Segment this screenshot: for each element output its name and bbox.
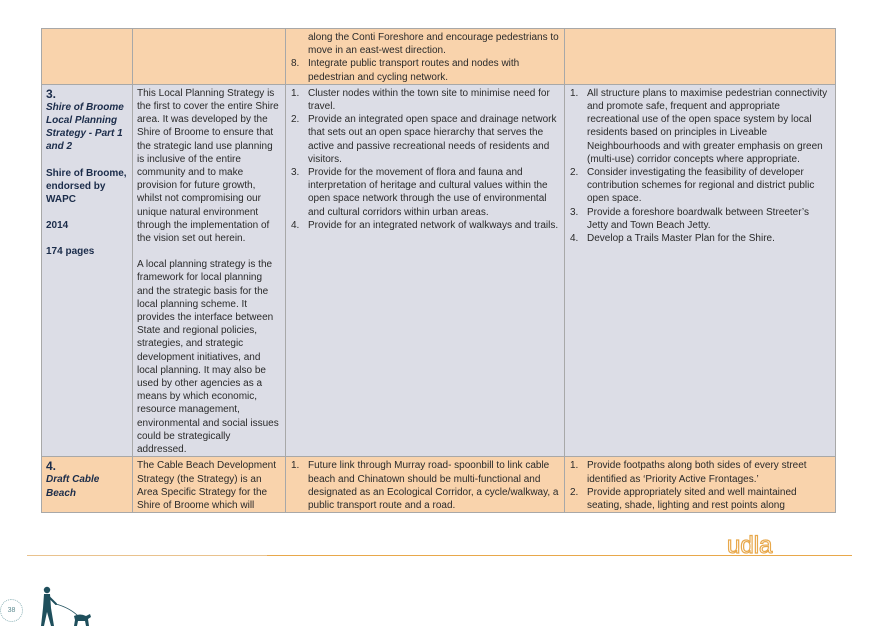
table-row	[42, 84, 836, 456]
list-item: 1. Cluster nodes within the town site to minimise need for travel.	[291, 87, 550, 113]
udla-logo	[727, 534, 787, 558]
actions-cell	[565, 84, 836, 456]
ref-cell	[42, 457, 133, 513]
description-paragraph: This Local Planning Strategy is the first to cover the entire Shire area. It was developed by the Shire of Broome to ensure that the strategic land use planning is inclusive of the entire community and to make provision for future growth, whilst not compromising our unique natural environment through the implementation of the vision set out herein.	[137, 87, 279, 245]
page-number: 38	[0, 599, 23, 622]
description-paragraph: The Cable Beach Development Strategy (the Strategy) is an Area Specific Strategy for the Shire of Broome which will	[137, 460, 276, 511]
list-item: 1. Provide footpaths along both sides of every street identified as ‘Priority Active Frontages.’	[570, 460, 807, 485]
list-item: 4. Provide for an integrated network of walkways and trails.	[291, 219, 559, 231]
objectives-cell	[286, 84, 565, 456]
ref-cell	[42, 84, 133, 456]
actions-cell	[565, 457, 836, 513]
list-item: 2. Consider investigating the feasibility of developer contribution schemes for regional and district public open space.	[570, 167, 815, 205]
list-item: 3. Provide a foreshore boardwalk between Streeter’s Jetty and Town Beach Jetty.	[570, 206, 809, 231]
ref-number: 3.	[46, 86, 57, 101]
table-row	[42, 457, 836, 513]
list-item: 8. Integrate public transport routes and nodes with pedestrian and cycling network.	[291, 58, 520, 83]
list-item: 1. Future link through Murray road- spoonbill to link cable beach and Chinatown should be multi-functional and designated as an Ecological Corridor, a cycle/walkway, a public transport route and a road.	[291, 460, 559, 511]
ref-title: Shire of Broome Local Planning Strategy - Part 1 and 2	[46, 101, 124, 153]
ref-title: Draft Cable Beach	[46, 474, 100, 499]
svg-text:udla: udla	[727, 534, 773, 558]
strategy-table	[41, 28, 836, 513]
ref-year: 2014	[46, 220, 69, 232]
description-cell	[133, 29, 286, 85]
ref-pages: 174 pages	[46, 246, 95, 258]
footer-rule	[27, 555, 267, 556]
description-paragraph: A local planning strategy is the framework for local planning and the strategic basis for the local planning scheme. It provides the interface between State and regional policies, strategies, and strategic development initiatives, and local planning. It may also be used by other agencies as a means by which economic, resource management, environmental and social issues could be strategically addressed.	[137, 259, 279, 456]
list-item: 1. All structure plans to maximise pedestrian connectivity and promote safe, frequent and appropriate recreational use of the open space system by local residents based on principles in Liveable Neighbourhoods and with greater emphasis on green (multi-use) corridor concepts where appropriate.	[570, 87, 828, 165]
ref-number: 4.	[46, 459, 57, 474]
description-cell	[133, 84, 286, 456]
list-item: 2. Provide an integrated open space and drainage network that sets out an open space hierarchy that serves the active and passive recreational needs of residents and visitors.	[291, 114, 557, 165]
table-row	[42, 29, 836, 85]
description-cell	[133, 457, 286, 513]
ref-author: Shire of Broome, endorsed by WAPC	[46, 167, 127, 206]
objectives-cell	[286, 457, 565, 513]
list-item: 4. Develop a Trails Master Plan for the Shire.	[570, 233, 775, 245]
actions-cell	[565, 29, 836, 85]
list-item: along the Conti Foreshore and encourage pedestrians to move in an east-west direction.	[308, 32, 559, 57]
list-item: 3. Provide for the movement of flora and fauna and interpretation of heritage and cultural values within the open space network through the use of environmental and cultural corridors within urban areas.	[291, 167, 548, 218]
ref-cell	[42, 29, 133, 85]
list-item: 2. Provide appropriately sited and well maintained seating, shade, lighting and rest points along	[570, 486, 797, 511]
objectives-cell	[286, 29, 565, 85]
person-walking-dog-icon	[34, 586, 94, 630]
